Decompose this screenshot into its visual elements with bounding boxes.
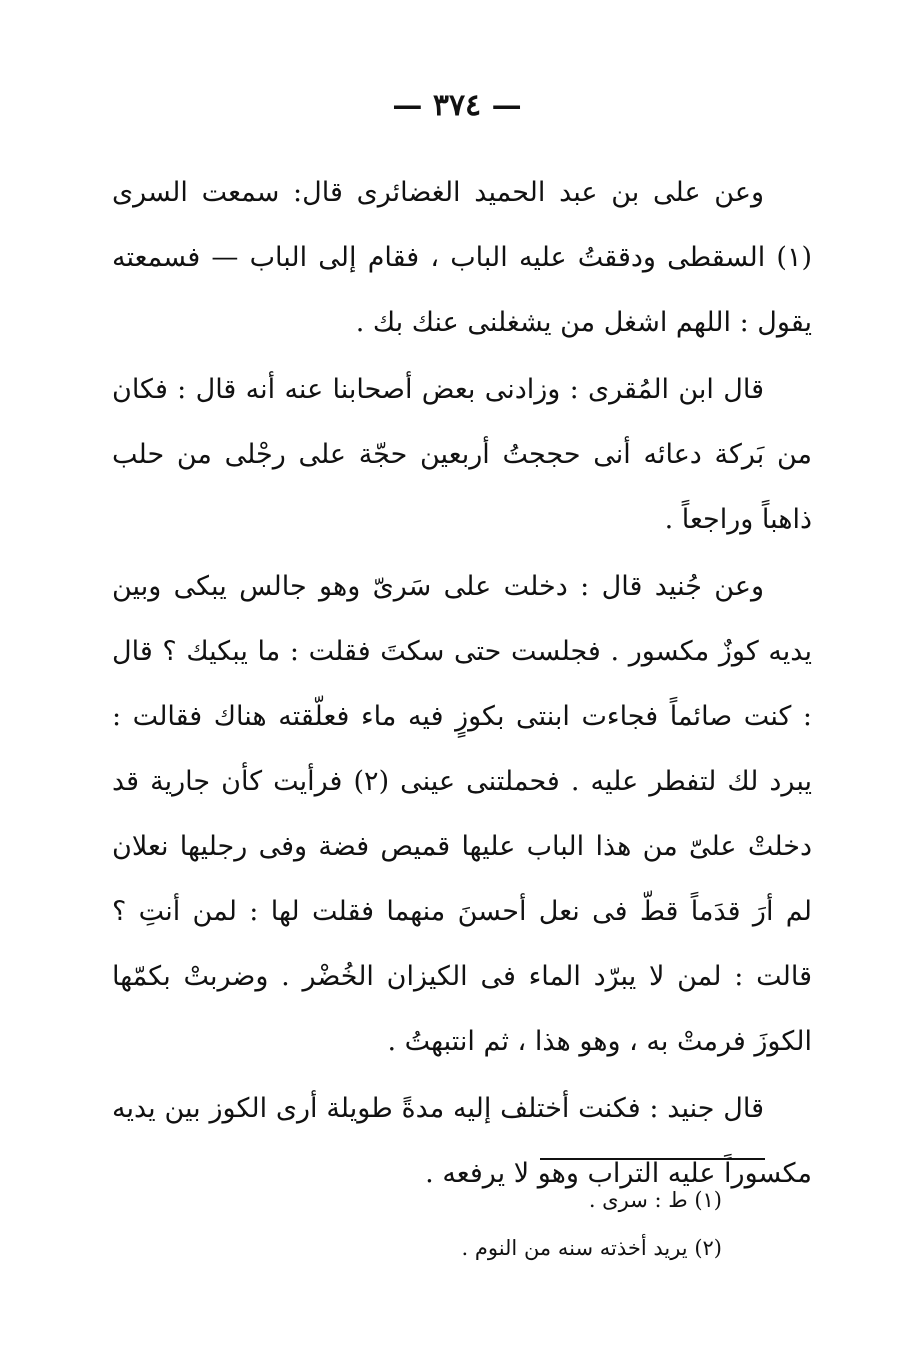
- footnote: (٢) يريد أخذته سنه من النوم .: [461, 1236, 722, 1260]
- page-number: — ٣٧٤ —: [392, 88, 522, 123]
- paragraph: قال جنيد : فكنت أختلف إليه مدةً طويلة أرى الكوز بين يديه مكسوراً عليه التراب وهو لا يرفعه .: [112, 1093, 812, 1189]
- main-text: [112, 160, 812, 1206]
- footnote: (١) ط : سرى .: [588, 1188, 722, 1212]
- paragraph: قال ابن المُقرى : وزادنى بعض أصحابنا عنه أنه قال : فكان من بَركة دعائه أنى حججتُ أربعين حجّة على رجْلى من حلب ذاهباً وراجعاً .: [112, 374, 812, 535]
- paragraph: وعن جُنيد قال : دخلت على سَرىّ وهو جالس يبكى وبين يديه كوزٌ مكسور . فجلست حتى سكتَ فقلت : ما يبكيك ؟ قال : كنت صائماً فجاءت ابنتى بكوزٍ فيه ماء فعلّقته هناك فقالت : يبرد لك لتفطر عليه . فحملتنى عينى (٢) فرأيت كأن جارية قد دخلتْ علىّ من هذا الباب عليها قميص فضة وفى رجليها نعلان لم أرَ قدَماً قطّ فى نعل أحسنَ منهما فقلت لها : لمن أنتِ ؟ قالت : لمن لا يبرّد الماء فى الكيزان الخُضْر . وضربتْ بكمّها الكوزَ فرمتْ به ، وهو هذا ، ثم انتبهتُ .: [112, 571, 812, 1057]
- footnotes: [302, 1176, 722, 1272]
- footnote-divider: [540, 1158, 765, 1160]
- paragraph: وعن على بن عبد الحميد الغضائرى قال: سمعت السرى (١) السقطى ودققتُ عليه الباب ، فقام إلى الباب — فسمعته يقول : اللهم اشغل من يشغلنى عنك بك .: [112, 177, 812, 338]
